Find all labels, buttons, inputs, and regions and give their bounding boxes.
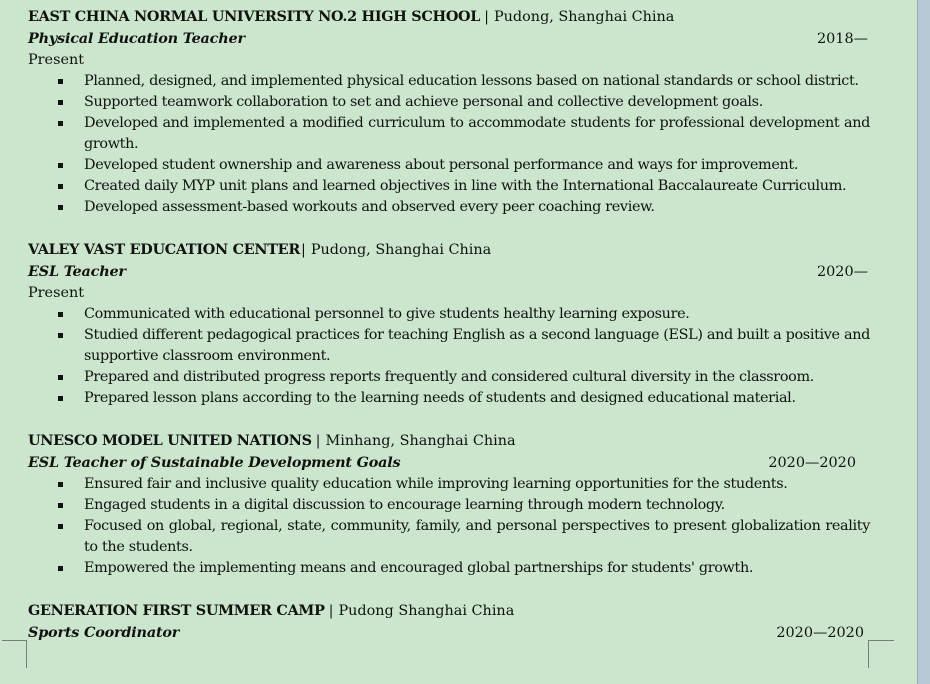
bullet-item: Ensured fair and inclusive quality education while improving learning opportunities for the students. xyxy=(28,474,870,495)
role-title: ESL Teacher xyxy=(28,263,126,280)
role-dates: 2020—2020 xyxy=(768,455,856,471)
bullet-list xyxy=(28,474,870,579)
bullet-square-icon xyxy=(58,312,63,317)
role-dates: 2018— xyxy=(816,31,868,47)
crop-mark-bottom-right-vertical xyxy=(868,640,869,668)
bullet-square-icon xyxy=(58,184,63,189)
bullet-item: Focused on global, regional, state, community, family, and personal perspectives to present globalization reality to the students. xyxy=(28,516,870,558)
separator: | xyxy=(301,242,306,258)
experience-entry xyxy=(28,239,870,409)
bullet-square-icon xyxy=(58,375,63,380)
bullet-square-icon xyxy=(58,524,63,529)
bullet-square-icon xyxy=(58,333,63,338)
separator: | xyxy=(484,9,489,25)
crop-mark-bottom-left xyxy=(2,640,27,641)
org-name: VALEY VAST EDUCATION CENTER xyxy=(28,241,300,258)
bullet-list xyxy=(28,304,870,409)
org-location: Pudong Shanghai China xyxy=(338,603,515,619)
experience-entry xyxy=(28,600,870,644)
bullet-item: Developed assessment-based workouts and observed every peer coaching review. xyxy=(28,197,870,218)
bullet-item: Supported teamwork collaboration to set and achieve personal and collective development goals. xyxy=(28,92,870,113)
org-line xyxy=(28,600,870,622)
bullet-square-icon xyxy=(58,163,63,168)
role-line xyxy=(28,261,870,283)
role-dates: 2020— xyxy=(816,264,868,280)
bullet-square-icon xyxy=(58,79,63,84)
resume-experience xyxy=(28,6,870,665)
bullet-square-icon xyxy=(58,396,63,401)
org-name: UNESCO MODEL UNITED NATIONS xyxy=(28,432,312,449)
org-location: Pudong, Shanghai China xyxy=(493,9,675,25)
role-line xyxy=(28,28,870,50)
bullet-square-icon xyxy=(58,566,63,571)
bullet-square-icon xyxy=(58,100,63,105)
role-line xyxy=(28,622,870,644)
present-label: Present xyxy=(28,285,85,301)
org-location: Minhang, Shanghai China xyxy=(325,433,516,449)
bullet-item: Created daily MYP unit plans and learned objectives in line with the International Baccalaureate Curriculum. xyxy=(28,176,870,197)
bullet-square-icon xyxy=(58,482,63,487)
role-line xyxy=(28,452,870,474)
bullet-item: Studied different pedagogical practices for teaching English as a second language (ESL) and built a positive and supportive classroom environment. xyxy=(28,325,870,367)
bullet-item: Empowered the implementing means and encouraged global partnerships for students' growth. xyxy=(28,558,870,579)
role-title: ESL Teacher of Sustainable Development Goals xyxy=(28,454,401,471)
bullet-item: Planned, designed, and implemented physical education lessons based on national standards or school district. xyxy=(28,71,870,92)
bullet-item: Communicated with educational personnel to give students healthy learning exposure. xyxy=(28,304,870,325)
separator: | xyxy=(328,603,334,619)
bullet-item: Prepared lesson plans according to the learning needs of students and designed educational material. xyxy=(28,388,870,409)
org-line xyxy=(28,430,870,452)
org-name: EAST CHINA NORMAL UNIVERSITY NO.2 HIGH SCHOOL xyxy=(28,8,481,25)
org-name: GENERATION FIRST SUMMER CAMP xyxy=(28,602,325,619)
bullet-item: Engaged students in a digital discussion to encourage learning through modern technology. xyxy=(28,495,870,516)
present-label: Present xyxy=(28,52,85,68)
bullet-list xyxy=(28,71,870,218)
crop-mark-bottom-left-vertical xyxy=(26,640,27,668)
org-line xyxy=(28,239,870,261)
bullet-square-icon xyxy=(58,503,63,508)
role-title: Sports Coordinator xyxy=(28,624,180,641)
bullet-square-icon xyxy=(58,121,63,126)
crop-mark-bottom-right xyxy=(868,640,894,641)
experience-entry xyxy=(28,430,870,579)
bullet-item: Developed and implemented a modified curriculum to accommodate students for professional development and growth. xyxy=(28,113,870,155)
role-dates: 2020—2020 xyxy=(776,625,864,641)
separator: | xyxy=(315,433,321,449)
org-location: Pudong, Shanghai China xyxy=(310,242,492,258)
bullet-item: Prepared and distributed progress reports frequently and considered cultural diversity in the classroom. xyxy=(28,367,870,388)
bullet-item: Developed student ownership and awareness about personal performance and ways for improvement. xyxy=(28,155,870,176)
window-scrollbar[interactable] xyxy=(917,0,930,684)
experience-entry xyxy=(28,6,870,218)
bullet-square-icon xyxy=(58,205,63,210)
role-title: Physical Education Teacher xyxy=(28,30,245,47)
org-line xyxy=(28,6,870,28)
